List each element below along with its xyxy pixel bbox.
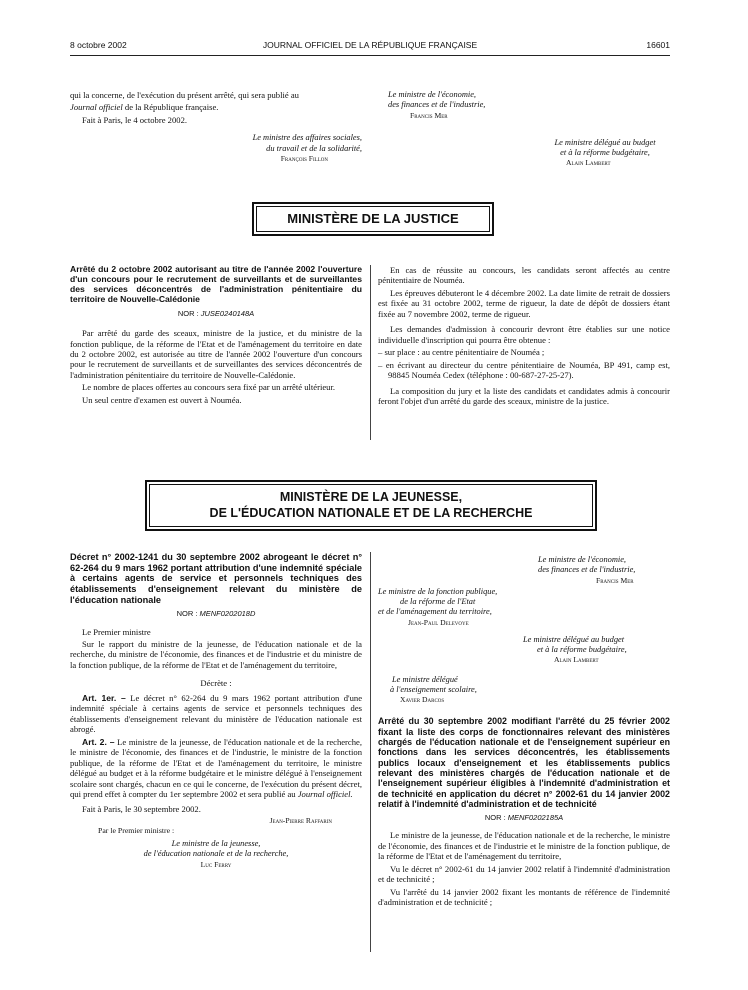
- signature-title: et à la réforme budgétaire,: [537, 645, 627, 654]
- paragraph: Les demandes d'admission à concourir devront être établies sur une notice individuelle d'inscription qui pourra être obtenue :: [378, 324, 670, 345]
- nor-code: JUSE0240148A: [200, 308, 255, 318]
- signature-title: Le ministre de l'économie,: [388, 90, 477, 99]
- signature-title: des finances et de l'industrie,: [538, 565, 636, 575]
- signatory-name: Jean-Paul Delevoye: [408, 617, 469, 627]
- decree-title: Décret n° 2002-1241 du 30 septembre 2002 abrogeant le décret n° 62-264 du 9 mars 1962 portant attribution d'une indemnité spéciale à certains agents de service et personnels techniques des établissements d'enseignement relevant du ministère de l'éducation nationale: [70, 552, 362, 605]
- banner-text: MINISTÈRE DE LA JUSTICE: [256, 206, 490, 232]
- text-line: qui la concerne, de l'exécution du présent arrêté, qui sera publié au: [70, 90, 299, 100]
- paragraph: La composition du jury et la liste des candidats et candidates admis à concourir feront l'objet d'un arrêté du garde des sceaux, ministre de la justice.: [378, 385, 670, 407]
- signature-title: du travail et de la solidarité,: [266, 143, 362, 153]
- nor-reference: [70, 609, 362, 618]
- nor-reference: [70, 309, 362, 318]
- signature-title: de l'éducation nationale et de la recherche,: [143, 849, 289, 859]
- article-2: [70, 737, 362, 800]
- list-item: – sur place : au centre pénitentiaire de Nouméa ;: [378, 347, 545, 358]
- signature-title: Le ministre de la jeunesse,: [171, 839, 261, 848]
- paragraph: Le Premier ministre: [82, 626, 151, 637]
- signature-title: et à la réforme budgétaire,: [560, 148, 650, 157]
- page-number: 16601: [646, 40, 670, 50]
- signatory-name: Alain Lambert: [554, 655, 599, 665]
- signature-title: et de l'aménagement du territoire,: [378, 607, 492, 617]
- paragraph: Les épreuves débuteront le 4 décembre 2002. La date limite de retrait de dossiers est fixée au 31 octobre 2002, terme de rigueur, la date de dépôt de dossiers étant fixée au 7 novembre 2002, terme de rigueur.: [378, 287, 670, 319]
- paragraph: Vu le décret n° 2002-61 du 14 janvier 2002 relatif à l'indemnité d'administration et de technicité ;: [378, 863, 670, 885]
- journal-ref: Journal officiel.: [297, 789, 353, 800]
- signatory-name: Alain Lambert: [566, 158, 611, 168]
- ministry-banner-education: [145, 480, 597, 531]
- signature-block: [378, 675, 670, 696]
- signatory-name: Xavier Darcos: [400, 695, 445, 704]
- paragraph: Sur le rapport du ministre de la jeunesse, de l'éducation nationale et de la recherche, du ministre de l'économie, des finances et de l'industrie et du ministre de la fonction publique, de la réforme de l'Etat et de l'aménagement du territoire,: [70, 638, 362, 670]
- signature-block: [378, 587, 670, 618]
- signatory-name: François Fillon: [280, 153, 328, 163]
- signature-title: des finances et de l'industrie,: [388, 100, 486, 110]
- justice-right-column: [378, 265, 670, 409]
- banner-text: [149, 484, 593, 527]
- signature-title: Le ministre de la fonction publique,: [378, 586, 498, 596]
- banner-line: DE L'ÉDUCATION NATIONALE ET DE LA RECHERCHE: [209, 506, 533, 521]
- justice-left-column: [70, 265, 362, 407]
- article-label: Art. 1er. –: [82, 692, 126, 703]
- banner-line: MINISTÈRE DE LA JEUNESSE,: [279, 490, 463, 504]
- paragraph: Un seul centre d'examen est ouvert à Nouméa.: [82, 394, 242, 405]
- paragraph: En cas de réussite au concours, les candidats seront affectés au centre pénitentiaire de Nouméa.: [378, 265, 670, 286]
- nor-reference: [378, 813, 670, 822]
- ministry-banner-justice: [252, 202, 494, 236]
- signature-block: [378, 635, 670, 656]
- text-line: [70, 102, 362, 112]
- column-divider: [370, 552, 371, 952]
- header-rule: [70, 55, 670, 56]
- article-text: Le ministre de la jeunesse, de l'éducation nationale et de la recherche, le ministre de l'économie, des finances et de l'industrie, le ministre de la fonction publique, de la réforme de l'Etat et de l'aménagement du territoire, le ministre délégué au budget et à la réforme budgétaire et le ministre délégué à l'enseignement scolaire sont chargés, chacun en ce qui le concerne, de l'exécution du présent décret, qui prend effet à compter du 1er septembre 2002 et sera publié au: [70, 736, 362, 800]
- signature-title: Le ministre délégué au budget: [523, 634, 625, 644]
- column-divider: [370, 265, 371, 440]
- text-fragment: de la République française.: [122, 102, 219, 113]
- par-le-premier-ministre: Par le Premier ministre :: [98, 825, 175, 835]
- education-left-column: [70, 552, 362, 869]
- signature-block: [378, 555, 670, 576]
- decree-title: Arrêté du 30 septembre 2002 modifiant l'arrêté du 25 février 2002 fixant la liste des corps de fonctionnaires relevant des ministères chargés de l'éducation nationale et de l'enseignement supérieur en fonctions dans les services déconcentrés, les établissements publics locaux d'enseignement et les établissements publics relevant des ministères chargés de l'éducation nationale et de l'enseignement supérieur éligibles à l'indemnité d'administration et de technicité en application du décret n° 2002-61 du 14 janvier 2002 relatif à l'indemnité d'administration et de technicité: [378, 716, 670, 809]
- signatory-name: Jean-Pierre Raffarin: [269, 816, 332, 826]
- signature-place-date: Fait à Paris, le 4 octobre 2002.: [82, 114, 188, 125]
- nor-label: NOR :: [176, 609, 200, 619]
- signature-title: Le ministre délégué au budget: [554, 137, 656, 147]
- signature-block: [388, 90, 670, 111]
- journal-ref: Journal officiel: [70, 102, 123, 113]
- signature-block: [380, 138, 670, 159]
- signature-title: Le ministre de l'économie,: [538, 555, 627, 564]
- nor-code: MENF0202018D: [199, 609, 256, 619]
- article-text: Le décret n° 62-264 du 9 mars 1962 portant attribution d'une indemnité spéciale à certains agents de service et personnels techniques des établissements d'enseignement relevant du ministère de l'éducation nationale est abrogé.: [70, 692, 363, 735]
- journal-title: JOURNAL OFFICIEL DE LA RÉPUBLIQUE FRANÇAISE: [262, 40, 478, 50]
- signature-title: de la réforme de l'Etat: [400, 597, 476, 606]
- header-date: 8 octobre 2002: [70, 40, 127, 50]
- top-left-column: [70, 90, 362, 163]
- decree-title: Arrêté du 2 octobre 2002 autorisant au titre de l'année 2002 l'ouverture d'un concours pour le recrutement de surveillants et de surveillantes des services déconcentrés de l'administration pénitentiaire du territoire de Nouvelle-Calédonie: [70, 264, 362, 304]
- signature-title: Le ministre délégué: [392, 674, 458, 684]
- paragraph: Le ministre de la jeunesse, de l'éducation nationale et de la recherche, le ministre de l'économie, des finances et de l'industrie et le ministre de la fonction publique, de la réforme de l'Etat et de l'aménagement du territoire,: [378, 830, 670, 862]
- nor-label: NOR :: [484, 813, 508, 823]
- paragraph: Le nombre de places offertes au concours sera fixé par un arrêté ultérieur.: [82, 382, 335, 393]
- nor-label: NOR :: [177, 308, 201, 318]
- signature-block: [70, 133, 362, 154]
- paragraph: Vu l'arrêté du 14 janvier 2002 fixant les montants de référence de l'indemnité d'administration et de technicité ;: [378, 886, 670, 908]
- article-1: [70, 693, 362, 735]
- signatory-name: Francis Mer: [596, 575, 634, 585]
- education-right-column: [378, 555, 670, 910]
- article-label: Art. 2. –: [82, 736, 115, 747]
- list-item: – en écrivant au directeur du centre pénitentiaire de Nouméa, BP 491, camp est, 98845 Nouméa Cedex (téléphone : 00-687-27-25-27).: [378, 359, 670, 381]
- top-right-column: [380, 90, 670, 168]
- decrete-label: Décrète :: [200, 678, 232, 689]
- signature-place-date: Fait à Paris, le 30 septembre 2002.: [82, 803, 201, 814]
- signature-title: à l'enseignement scolaire,: [390, 684, 477, 694]
- paragraph: Par arrêté du garde des sceaux, ministre de la justice, et du ministre de la fonction publique, de la réforme de l'Etat et de l'aménagement du territoire en date du 2 octobre 2002, est autorisée au titre de l'année 2002 l'ouverture d'un concours pour le recrutement de surveillants et de surveillantes des services déconcentrés de l'administration pénitentiaire du territoire de Nouvelle-Calédonie.: [70, 328, 362, 380]
- signature-title: Le ministre des affaires sociales,: [252, 133, 362, 143]
- nor-code: MENF0202185A: [507, 813, 564, 823]
- signatory-name: Luc Ferry: [200, 859, 232, 869]
- signatory-name: Francis Mer: [410, 110, 448, 120]
- signature-block: [70, 839, 362, 860]
